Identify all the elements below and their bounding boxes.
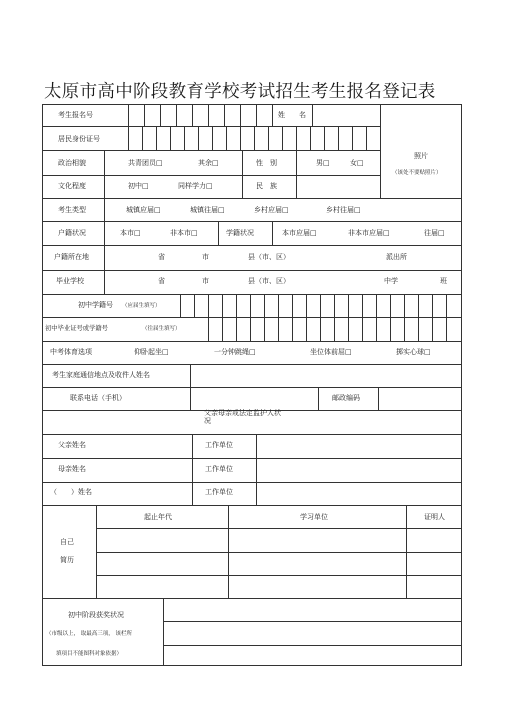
digit-box-line — [250, 294, 251, 317]
school-option-nonlocal-current[interactable]: 非本市应届□ — [348, 229, 390, 237]
cert-no-note: （往届生填写） — [142, 326, 181, 332]
hukou-province: 省 — [158, 253, 165, 261]
resume-label-line2: 简历 — [60, 556, 74, 564]
digit-box-line — [282, 126, 283, 150]
row-line — [42, 505, 462, 506]
row-line — [42, 341, 462, 342]
col-line — [104, 221, 105, 245]
col-line — [406, 505, 407, 598]
school-option-local-current[interactable]: 本市应届□ — [282, 229, 317, 237]
school-middle: 中学 — [384, 277, 398, 285]
school-province: 省 — [158, 277, 165, 285]
cert-no-label: 初中毕业证号或学籍号 — [45, 325, 108, 332]
resume-unit-header: 学习单位 — [300, 513, 328, 521]
digit-box-line — [446, 294, 447, 317]
col-line — [192, 434, 193, 505]
guardian-label-line2: 况 — [204, 417, 211, 425]
pe-option-sitreach[interactable]: 坐位体前屈□ — [310, 348, 352, 356]
pe-option-ball[interactable]: 掷实心球□ — [396, 348, 431, 356]
digit-box-line — [334, 317, 335, 341]
row-line — [42, 126, 380, 127]
digit-box-line — [264, 294, 265, 317]
exam-no-label: 考生报名号 — [58, 111, 93, 119]
pe-option-rope[interactable]: 一分钟跳绳□ — [214, 348, 256, 356]
col-line — [208, 317, 209, 341]
guardian-label-line1: 父亲母亲或法定监护人状 — [204, 409, 281, 417]
photo-cell-border — [380, 104, 381, 198]
col-line — [228, 505, 229, 598]
row-line — [42, 364, 462, 365]
resume-witness-header: 证明人 — [424, 513, 445, 521]
col-line — [272, 221, 273, 245]
digit-box-line — [224, 104, 225, 126]
col-line — [242, 175, 243, 198]
school-option-previous[interactable]: 往届□ — [424, 229, 445, 237]
hukou-city: 市 — [202, 253, 209, 261]
digit-box-line — [432, 317, 433, 341]
student-no-note: （应届生填写） — [122, 303, 161, 309]
school-status-label: 学籍状况 — [226, 229, 254, 237]
digit-box-line — [306, 294, 307, 317]
digit-box-line — [208, 104, 209, 126]
digit-box-line — [292, 294, 293, 317]
address-label: 考生家庭通信地点及收件人姓名 — [52, 371, 150, 379]
father-label: 父亲姓名 — [58, 441, 86, 449]
col-line — [163, 598, 164, 665]
form-border-left — [42, 104, 43, 666]
school-class: 班 — [440, 277, 447, 285]
politics-option-league[interactable]: 共青团员□ — [128, 159, 163, 167]
digit-box-line — [156, 126, 157, 150]
type-option-rural-current[interactable]: 乡村应届□ — [254, 206, 289, 214]
digit-box-line — [324, 126, 325, 150]
photo-label: 照片 — [414, 152, 428, 160]
other-workplace-label: 工作单位 — [205, 488, 233, 496]
grad-school-label: 毕业学校 — [56, 277, 84, 285]
name-value-field[interactable] — [314, 105, 378, 125]
digit-box-line — [222, 294, 223, 317]
row-line — [42, 294, 462, 295]
type-option-urban-current[interactable]: 城镇应届□ — [126, 206, 161, 214]
digit-box-line — [268, 126, 269, 150]
digit-box-line — [236, 317, 237, 341]
digit-box-line — [376, 317, 377, 341]
row-line — [42, 458, 462, 459]
row-line — [96, 528, 462, 529]
mother-label: 母亲姓名 — [58, 465, 86, 473]
col-line — [104, 198, 105, 221]
col-line — [318, 387, 319, 410]
digit-box-line — [222, 317, 223, 341]
digit-box-line — [142, 126, 143, 150]
col-line — [296, 150, 297, 175]
digit-box-line — [278, 294, 279, 317]
digit-box-line — [278, 317, 279, 341]
photo-box[interactable] — [382, 106, 460, 196]
row-line — [42, 221, 462, 222]
row-line — [163, 621, 462, 622]
col-line — [272, 104, 273, 126]
pe-items-label: 中考体育选项 — [50, 348, 92, 356]
digit-box-line — [236, 294, 237, 317]
hukou-police-station: 派出所 — [386, 253, 407, 261]
col-line — [378, 387, 379, 410]
row-line — [42, 387, 462, 388]
digit-box-line — [418, 294, 419, 317]
name-label: 姓 名 — [278, 111, 306, 119]
digit-box-line — [192, 104, 193, 126]
digit-box-line — [352, 126, 353, 150]
awards-title: 初中阶段获奖状况 — [68, 611, 124, 619]
digit-box-line — [348, 317, 349, 341]
col-line — [104, 175, 105, 198]
row-line — [42, 150, 380, 151]
awards-note-line1: （市级以上， 取最高三项， 该栏所 — [46, 631, 132, 637]
col-line — [96, 505, 97, 598]
digit-box-line — [390, 317, 391, 341]
digit-box-line — [264, 317, 265, 341]
row-line — [42, 270, 462, 271]
digit-box-line — [418, 317, 419, 341]
resume-period-header: 起止年代 — [144, 513, 172, 521]
hukou-label: 户籍状况 — [58, 229, 86, 237]
form-border-top — [42, 104, 462, 105]
row-line — [42, 482, 462, 483]
father-workplace-label: 工作单位 — [205, 441, 233, 449]
awards-note-line2: 填项目不能图科对象依据） — [56, 651, 123, 657]
photo-note: （该处不要贴照片） — [392, 170, 442, 176]
col-line — [190, 364, 191, 387]
type-option-urban-previous[interactable]: 城镇往届□ — [190, 206, 225, 214]
digit-box-line — [160, 104, 161, 126]
ethnicity-label: 民 族 — [256, 182, 277, 190]
digit-box-line — [194, 294, 195, 317]
gender-option-female[interactable]: 女□ — [350, 159, 364, 167]
digit-box-line — [292, 317, 293, 341]
education-option-equivalent[interactable]: 同样学力□ — [178, 182, 213, 190]
hukou-location-label: 户籍所在地 — [54, 253, 89, 261]
col-line — [256, 434, 257, 505]
digit-box-line — [320, 294, 321, 317]
col-line — [128, 126, 129, 150]
form-border-right — [461, 104, 462, 666]
digit-box-line — [404, 294, 405, 317]
digit-box-line — [366, 126, 367, 150]
digit-box-line — [240, 104, 241, 126]
row-line — [42, 245, 462, 246]
resume-label-line1: 自己 — [60, 538, 74, 546]
row-line — [96, 575, 462, 576]
digit-box-line — [320, 317, 321, 341]
digit-box-line — [198, 126, 199, 150]
education-option-junior[interactable]: 初中□ — [128, 182, 149, 190]
digit-box-line — [404, 317, 405, 341]
school-county: 县（市、区） — [248, 277, 290, 285]
row-line — [42, 198, 462, 199]
digit-box-line — [376, 294, 377, 317]
col-line — [190, 387, 191, 410]
col-line — [218, 221, 219, 245]
row-line — [42, 175, 380, 176]
mother-workplace-label: 工作单位 — [205, 465, 233, 473]
hukou-option-nonlocal[interactable]: 非本市□ — [170, 229, 198, 237]
digit-box-line — [170, 126, 171, 150]
hukou-option-local[interactable]: 本市□ — [120, 229, 141, 237]
digit-box-line — [310, 126, 311, 150]
col-line — [128, 104, 129, 126]
digit-box-line — [390, 294, 391, 317]
other-guardian-label: （ ）姓名 — [50, 488, 92, 496]
digit-box-line — [184, 126, 185, 150]
col-line — [104, 245, 105, 270]
education-label: 文化程度 — [58, 182, 86, 190]
postcode-label: 邮政编码 — [332, 394, 360, 402]
candidate-type-label: 考生类型 — [58, 206, 86, 214]
form-title: 太原市高中阶段教育学校考试招生考生报名登记表 — [44, 82, 436, 102]
digit-box-line — [256, 104, 257, 126]
col-line — [104, 150, 105, 175]
hukou-county: 县（市、区） — [248, 253, 290, 261]
id-no-label: 居民身份证号 — [58, 135, 100, 143]
digit-box-line — [362, 317, 363, 341]
row-line — [42, 598, 462, 599]
gender-option-male[interactable]: 男□ — [316, 159, 330, 167]
digit-box-line — [296, 126, 297, 150]
col-line — [296, 175, 297, 198]
row-line — [163, 645, 462, 646]
phone-label: 联系电话（手机） — [70, 394, 126, 402]
col-line — [180, 294, 181, 317]
digit-box-line — [306, 317, 307, 341]
politics-label: 政治相貌 — [58, 159, 86, 167]
student-no-label: 初中学籍号 — [78, 301, 113, 309]
gender-label: 性 别 — [256, 159, 277, 167]
pe-option-situps[interactable]: 仰卧起坐□ — [134, 348, 169, 356]
digit-box-line — [226, 126, 227, 150]
digit-box-line — [362, 294, 363, 317]
col-line — [242, 150, 243, 175]
col-line — [312, 104, 313, 126]
digit-box-line — [254, 126, 255, 150]
digit-box-line — [176, 104, 177, 126]
digit-box-line — [250, 317, 251, 341]
school-city: 市 — [202, 277, 209, 285]
digit-box-line — [432, 294, 433, 317]
row-line — [96, 552, 462, 553]
col-line — [104, 270, 105, 294]
politics-option-other[interactable]: 其余□ — [198, 159, 219, 167]
digit-box-line — [212, 126, 213, 150]
digit-box-line — [144, 104, 145, 126]
row-line — [42, 434, 462, 435]
digit-box-line — [338, 126, 339, 150]
row-line — [42, 317, 462, 318]
digit-box-line — [334, 294, 335, 317]
digit-box-line — [240, 126, 241, 150]
digit-box-line — [348, 294, 349, 317]
registration-form — [42, 104, 462, 666]
digit-box-line — [208, 294, 209, 317]
form-border-bottom — [42, 665, 462, 666]
digit-box-line — [446, 317, 447, 341]
type-option-rural-previous[interactable]: 乡村往届□ — [326, 206, 361, 214]
